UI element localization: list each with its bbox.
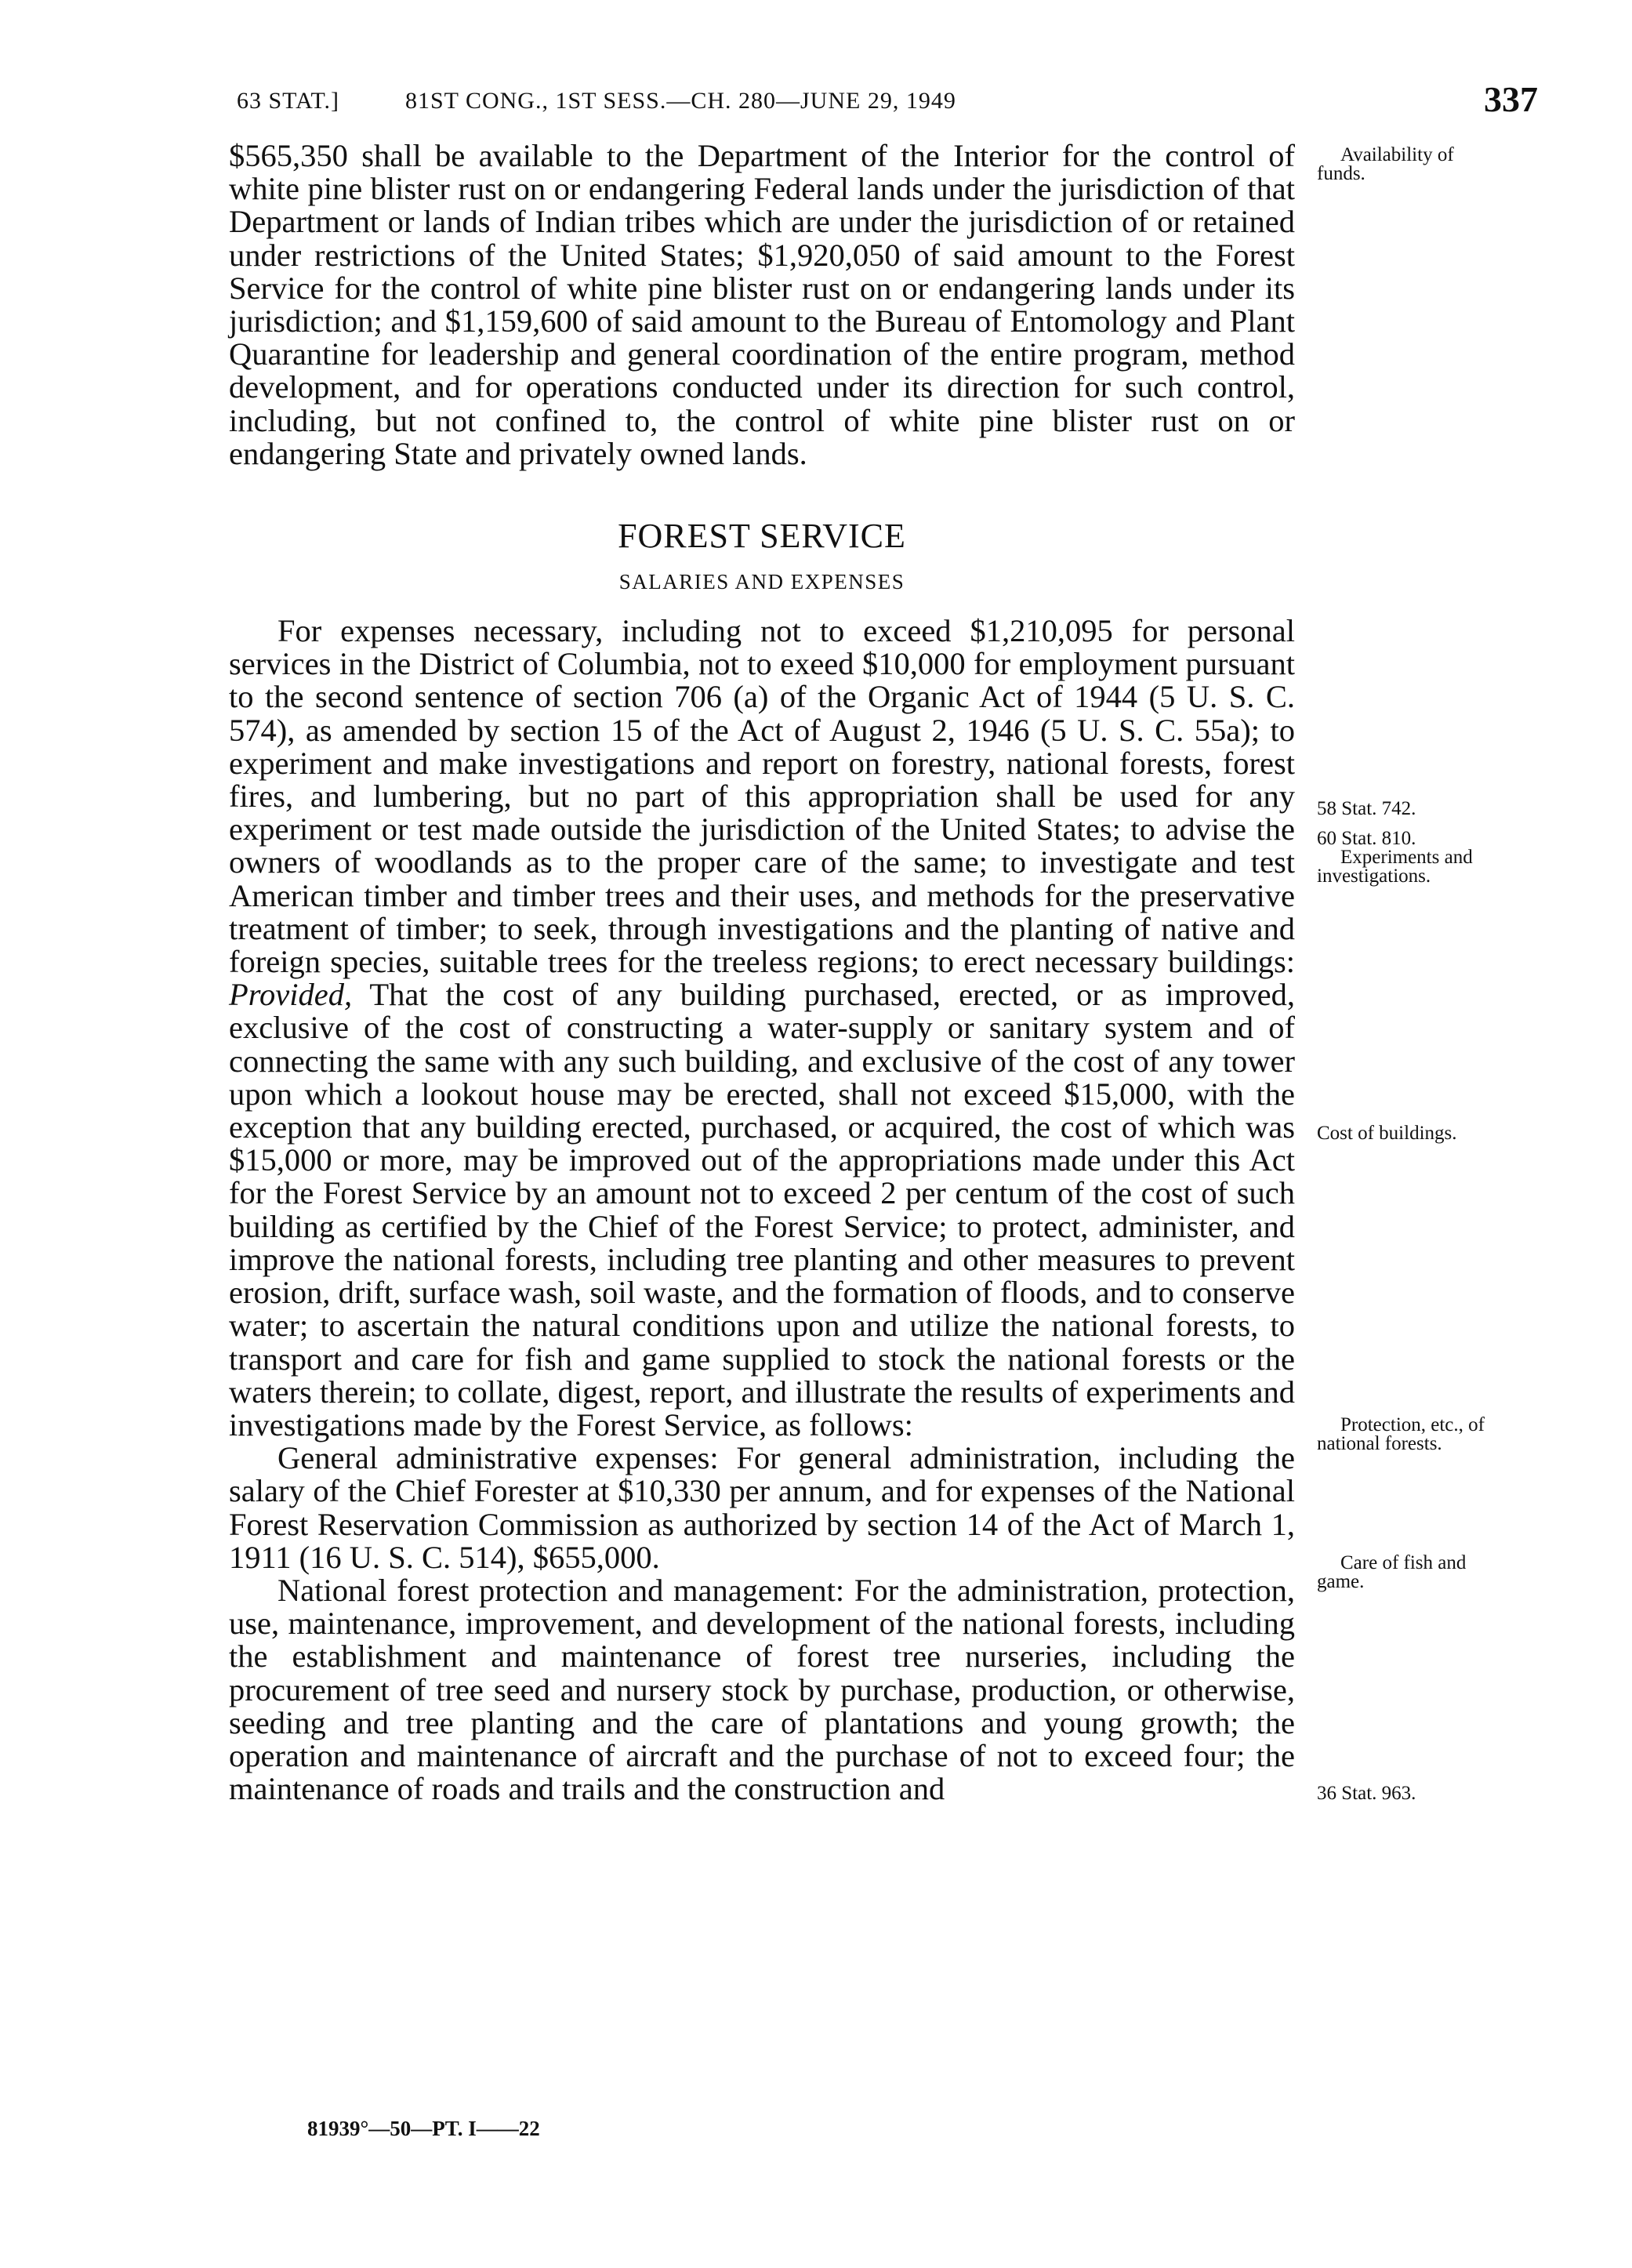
paragraph-forest-protection: National forest protection and management: For the administration, protection, use, maintenance, improvement, and development of the national forests, including the establishment and maintenance of forest tree nurseries, including the procurement of tree seed and nursery stock by purchase, production, or otherwise, seeding and tree planting and the care of plantations and young growth; the operation and maintenance of aircraft and the purchase of not to exceed four; the maintenance of roads and trails and the construction and: [229, 1572, 1295, 1807]
main-text-column: [229, 140, 1295, 1805]
margin-note-cost-buildings-text: Cost of buildings.: [1317, 1123, 1457, 1144]
header-statute-volume: 63 STAT.]: [237, 88, 340, 114]
margin-note-availability: [1317, 146, 1552, 183]
margin-note-stat-60: 60 Stat. 810.: [1317, 828, 1416, 849]
paragraph-general-administrative: General administrative expenses: For general administration, including the salary of the Chief Forester at $10,330 per annum, and for expenses of the National Forest Reservation Commission as authorized by section 14 of the Act of March 1, 1911 (16 U. S. C. 514), $655,000.: [229, 1440, 1295, 1575]
header-session-chapter: 81ST CONG., 1ST SESS.—CH. 280—JUNE 29, 1949: [405, 88, 956, 114]
printer-footer-signature: 81939°—50—PT. I——22: [307, 2117, 540, 2140]
paragraph-expenses-necessary: [229, 615, 1295, 1442]
margin-note-stat-58: [1317, 800, 1552, 818]
margin-note-fish-game: [1317, 1554, 1552, 1591]
margin-note-stat-36-text: 36 Stat. 963.: [1317, 1783, 1416, 1804]
margin-note-fish-line-2: game.: [1317, 1571, 1365, 1592]
margin-note-experiments-line-2: investigations.: [1317, 865, 1431, 887]
heading-salaries-expenses: SALARIES AND EXPENSES: [618, 570, 905, 594]
margin-note-protection-line-2: national forests.: [1317, 1433, 1442, 1454]
margin-note-experiments: [1317, 829, 1552, 886]
margin-note-stat-36: [1317, 1784, 1552, 1803]
margin-note-stat-58-text: 58 Stat. 742.: [1317, 798, 1416, 819]
paragraph-blister-rust: $565,350 shall be available to the Department of the Interior for the control of white pine blister rust on or endangering Federal lands under the jurisdiction of that Department or lands of Indian tribes which are under the jurisdiction of or retained under restrictions of the United States; $1,920,050 of said amount to the Forest Service for the control of white pine blister rust on or endangering lands under its jurisdiction; and $1,159,600 of said amount to the Bureau of Entomology and Plant Quarantine for leadership and general coordination of the entire program, method development, and for operations conducted under its direction for such control, including, but not confined to, the control of white pine blister rust on or endangering State and privately owned lands.: [229, 138, 1295, 471]
expenses-text-part-1: For expenses necessary, including not to exceed $1,210,095 for personal services in the District of Columbia, not to exeed $10,000 for employment pursuant to the second sentence of section 706 (a) of the Organic Act of 1944 (5 U. S. C. 574), as amended by section 15 of the Act of August 2, 1946 (5 U. S. C. 55a); to experiment and make investigations and report on forestry, national forests, forest fires, and lumbering, but no part of this appropriation shall be used for any experiment or test made outside the jurisdiction of the United States; to advise the owners of woodlands as to the proper care of the same; to investigate and test American timber and timber trees and their uses, and methods for the preservative treatment of timber; to seek, through investigations and the planting of native and foreign species, suitable trees for the treeless regions; to erect necessary buildings:: [229, 613, 1295, 980]
margin-note-protection-line-1: Protection, etc., of: [1340, 1414, 1485, 1435]
margin-note-protection: [1317, 1416, 1552, 1453]
margin-note-availability-line-2: funds.: [1317, 163, 1365, 184]
margin-note-fish-line-1: Care of fish and: [1340, 1552, 1467, 1573]
provided-italic: Provided,: [229, 977, 353, 1013]
expenses-text-part-2: That the cost of any building purchased, erected, or as improved, exclusive of the cost of constructing a water-supply or sanitary system and of connecting the same with any such building, and exclusive of the cost of any tower upon which a lookout house may be erected, shall not exceed $15,000, with the exception that any building erected, purchased, or acquired, the cost of which was $15,000 or more, may be improved out of the appropriations made under this Act for the Forest Service by an amount not to exceed 2 per centum of the cost of such building as certified by the Chief of the Forest Service; to protect, administer, and improve the national forests, including tree planting and other measures to prevent erosion, drift, surface wash, soil waste, and the formation of floods, and to conserve water; to ascertain the natural conditions upon and utilize the national forests, to transport and care for fish and game supplied to stock the national forests or the waters therein; to collate, digest, report, and illustrate the results of experiments and investigations made by the Forest Service, as follows:: [229, 977, 1295, 1442]
margin-note-availability-line-1: Availability of: [1340, 144, 1454, 165]
running-header: [237, 78, 1538, 125]
page-number: 337: [1484, 79, 1538, 119]
margin-note-experiments-line-1: Experiments and: [1340, 847, 1473, 868]
heading-forest-service: FOREST SERVICE: [618, 517, 906, 556]
margin-note-cost-buildings: [1317, 1124, 1552, 1143]
